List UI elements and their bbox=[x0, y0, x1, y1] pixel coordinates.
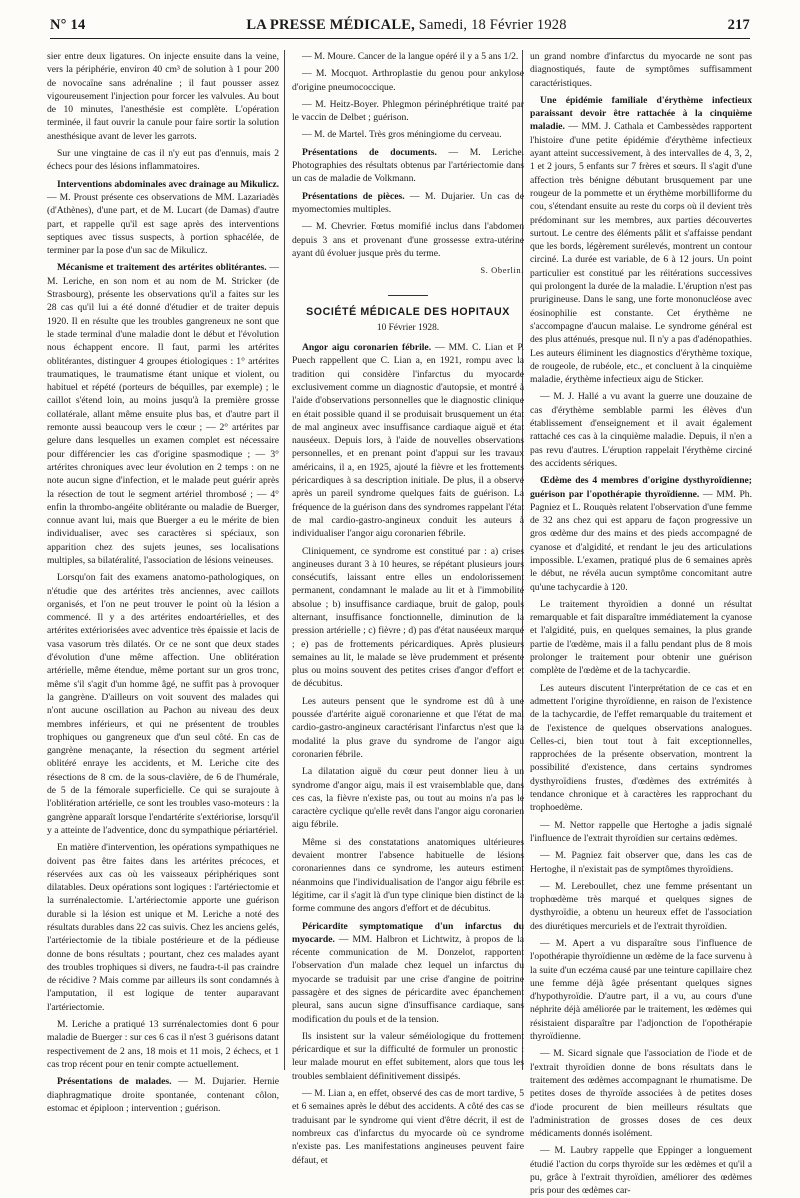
list-item: — M. Mocquot. Arthroplastie du genou pour ankylose d'origine pneumococcique. bbox=[292, 68, 524, 93]
paragraph: un grand nombre d'infarctus du myocarde ne sont pas diagnostiqués, faute de symptômes suffisamment caractéristiques. bbox=[530, 51, 752, 89]
column-left bbox=[47, 50, 279, 1114]
paragraph: Les auteurs pensent que le syndrome est dû à une poussée d'artérite aiguë coronarienne et que l'état de mal cardio-gastro-angineux caractérisant l'infarctus n'est que la modalité la plus grave du syndrome de l'angor aigu coronarien fébrile. bbox=[292, 695, 524, 760]
article bbox=[292, 341, 524, 540]
paragraph: Cliniquement, ce syndrome est constitué par : a) crises angineuses durant 3 à 10 heures, se répétant plusieurs jours consécutifs, laissant entre elles un endolorissement permanent, condamnant le malade au lit et à l'immobilité absolue ; b) insuffisance cardiaque, bruit de galop, pouls alternant, insuffisance fonctionnelle, diminution de la pression artérielle ; c) fièvre ; d) pas d'état nauséeux marqué ; e) pas de frottements péricardiques. Après plusieurs semaines au lit, le malade se lève prudemment et présente plus ou moins souvent des petites crises d'angor d'effort et de décubitus. bbox=[292, 545, 524, 690]
list-item: — M. de Martel. Très gros méningiome du cerveau. bbox=[302, 129, 502, 141]
paragraph: — M. Pagniez fait observer que, dans les cas de Hertoghe, il n'existait pas de symptômes thyroïdiens. bbox=[530, 850, 752, 875]
column-middle bbox=[292, 50, 524, 1166]
article-body: — MM. C. Lian et P. Puech rappellent que C. Lian a, en 1921, rompu avec la tradition qui considère l'infarctus du myocarde exclusivement comme un diagnostic d'autopsie, et montré à l'aide d'observations personnelles que le diagnostic clinique en était possible quand il se produisait brusquement un état de mal angineux avec insuffisance cardiaque aiguë et état nauséeux. Depuis lors, à l'aide de nouvelles observations personnelles, et en prenant point d'appui sur les travaux américains, il a, en 1925, ajouté la fièvre et les frottements péricardiques à sa description initiale. De plus, il a observé après un pareil syndrome quelques faits de guérison. La fréquence de la guérison dans des syndromes rappelant l'état de mal cardio-gastro-angineux conduit les auteurs à individualiser l'angor aigu coronarien fébrile. bbox=[292, 342, 524, 540]
article bbox=[47, 178, 279, 258]
paragraph: — M. Laubry rappelle que Eppinger a longuement étudié l'action du corps thyroïde sur les œdèmes et qu'il a pu, grâce à l'extrait thyroïdien, améliorer des œdèmes pris pour des œdèmes car- bbox=[530, 1145, 752, 1197]
article bbox=[47, 1075, 279, 1115]
article-heading: Présentations de pièces. bbox=[302, 190, 405, 202]
paragraph: La dilatation aiguë du cœur peut donner lieu à un syndrome d'angor aigu, mais il est vraisemblable que, dans ces cas, la fièvre n'existe pas, ou tout au moins n'a pas le caractère cyclique qu'elle revêt dans l'angor aigu coronarien aigu fébrile. bbox=[292, 766, 524, 831]
column-divider bbox=[284, 50, 285, 1070]
paragraph: — M. Lian a, en effet, observé des cas de mort tardive, 5 et 6 semaines après le début des accidents. A côté des cas se traduisant par le syndrome qui vient d'être décrit, il est de nombreux cas d'infarctus du myocarde où ce syndrome n'existe pas. Les manifestations angineuses peuvent faire défaut, et bbox=[292, 1088, 524, 1166]
list-item: — M. Chevrier. Fœtus momifié inclus dans l'abdomen depuis 3 ans et provenant d'une grossesse extra-utérine ayant dû évoluer jusque près du terme. bbox=[292, 221, 524, 259]
paragraph: Les auteurs discutent l'interprétation de ce cas et en admettent l'origine thyroïdienne, en raison de l'existence de la tachycardie, de l'effet remarquable du traitement et de l'existence de quelques observations analogues. Celles-ci, bien tout tout à fait exceptionnelles, rapprochées de la présente observation, montrent la possibilité d'existence, dans certains syndromes dysthyroïdiens frustes, d'œdèmes des extrémités à tendance chronique et à caractères les rapprochant du trophoedème. bbox=[530, 682, 752, 814]
article-body: — MM. Halbron et Lichtwitz, à propos de la récente communication de M. Donzelot, rapportent l'observation d'un malade chez lequel un infarctus du myocarde se traduisit par une crise d'angine de poitrine passagère et des signes de péricardite avec épanchement pleural, sans aucun signe d'insuffisance cardiaque, sans modification du pouls et de la tension. bbox=[292, 933, 524, 1025]
paragraph: — M. Lereboullet, chez une femme présentant un trophœdème très marqué et quelques signes de dysthyroïdie, a obtenu un heureux effet de l'association des diurétiques mercuriels et de l'extrait thyroïdien. bbox=[530, 880, 752, 932]
article-heading: Interventions abdominales avec drainage au Mikulicz. bbox=[57, 178, 279, 190]
article-heading: Présentations de documents. bbox=[302, 146, 437, 158]
section-title: SOCIÉTÉ MÉDICALE DES HOPITAUX bbox=[306, 306, 510, 319]
paragraph: Sur une vingtaine de cas il n'y eut pas d'ennuis, mais 2 échecs pour des lésions inflammatoires. bbox=[47, 148, 279, 173]
paragraph: — M. J. Hallé a vu avant la guerre une douzaine de cas d'érythème semblable parmi les élèves d'un établissement d'enseignement et il avait également rattaché ces cas à la cinquième maladie. Depuis, il n'en a pas revu d'autres. L'éruption rappelait l'érythème circiné des accidents sériques. bbox=[530, 391, 752, 469]
page-number: 217 bbox=[727, 17, 750, 33]
article-body: — M. Dujarier. Hernie diaphragmatique droite spontanée, contenant côlon, estomac et épiploon ; intervention ; guérison. bbox=[47, 1076, 279, 1114]
issue-number: N° 14 bbox=[50, 17, 86, 33]
article bbox=[530, 474, 752, 594]
article bbox=[292, 190, 524, 217]
article-heading: Présentations de malades. bbox=[57, 1076, 172, 1088]
journal-title bbox=[246, 17, 566, 34]
article-body: — M. Leriche. Photographies des résultats obtenus par l'artériectomie dans un cas de maladie de Volkmann. bbox=[292, 146, 524, 185]
article bbox=[530, 94, 752, 387]
paragraph: Même si des constatations anatomiques ultérieures devaient montrer l'absence habituelle de lésions coronariennes dans ce syndrome, les auteurs estiment néanmoins que l'individualisation de l'angor aigu fébrile est légitime, car il s'agit là d'un type clinique bien distinct de la forme commune des angors d'effort et de décubitus. bbox=[292, 836, 524, 915]
article-body: — M. Dujarier. Un cas de myomectomies multiples. bbox=[292, 190, 524, 215]
list-item: — M. Moure. Cancer de la langue opéré il y a 5 ans 1/2. bbox=[302, 51, 519, 62]
paragraph: Le traitement thyroïdien a donné un résultat remarquable et fait disparaître immédiatement la cyanose et l'algidité, puis, en quelques semaines, la plus grande partie de l'œdème, mais il a fallu pendant plus de 8 mois prolonger le traitement pour obtenir une guérison complète de l'œdème et de la tachycardie. bbox=[530, 598, 752, 677]
journal-name: LA PRESSE MÉDICALE, bbox=[246, 17, 415, 33]
paragraph: En matière d'intervention, les opérations sympathiques ne doivent pas être faites dans les artérites précoces, et réservées aux cas où les vaisseaux périphériques sont dilatables. Deux opérations sont logiques : l'artériectomie et la surrénalectomie. L'artériectomie apporte une guérison durable si la lésion est unique et M. Leriche a noté des résultats durables dans 22 cas suivis. Chez les anciens gelés, l'artériectomie de la tibiale postérieure et de la pédieuse donne de bons résultats ; pourtant, chez ces malades ayant des troubles trophiques si divers, ne faudra-t-il pas craindre de récidive ? Mais comme par ailleurs ils sont condamnés à l'amputation, il est logique de tenter auparavant l'artériectomie. bbox=[47, 842, 279, 1013]
article-heading: Péricardite symptomatique d'un infarctus du myocarde. bbox=[292, 920, 524, 945]
article-heading: Mécanisme et traitement des artérites oblitérantes. bbox=[57, 262, 267, 274]
column-right bbox=[530, 50, 753, 1197]
paragraph: sier entre deux ligatures. On injecte ensuite dans la veine, vers la périphérie, environ 40 cm³ de solution à 1 pour 200 de novocaïne sans adrénaline ; il faut pousser assez vigoureusement l'injection pour forcer les valvules. Au bout de 10 minutes, l'anesthésie est complète. L'opération terminée, il faut ouvrir la canule pour faire sortir la solution anesthésique avant de lever les garrots. bbox=[47, 51, 279, 142]
author-signature: S. Oberlin. bbox=[480, 265, 524, 276]
article-body: — MM. J. Cathala et Cambessèdes rapportent l'histoire d'une petite épidémie d'érythème infectieux ayant atteint successivement, à des intervalles de 4, 3, 2, 1 et 2 jours, 5 enfants sur 7 frères et sœurs. Il s'agit d'une affection très bénigne débutant brusquement par une rougeur de la pommette et un érythème morbilliforme du cou, s'étendant ensuite au reste du corps où il devient très prédominant sur les membres, aux parties découvertes surtout. Le centre des éléments pâlit et s'affaisse pendant que les bords, légèrement surélevés, montrent un contour circiné. La durée est variable, de 6 à 12 jours. Un point particulier est constitué par les réitérations successives qui prolongent la durée de la maladie. L'éruption n'est pas prurigineuse. Dans le sang, une forte mononucléose avec éosinophilie est constante. Cet érythème ne s'accompagne d'aucun malaise. Le syndrome général est des plus atténués, presque nul. Il n'y a pas d'adénopathies. Les auteurs éliminent les diagnostics d'érythème toxique, de rougeole, de rubéole, etc., et concluent à la cinquième maladie, érythème infectieux aigu de Sticker. bbox=[530, 121, 752, 386]
issue-date: Samedi, 18 Février 1928 bbox=[414, 17, 567, 33]
article bbox=[292, 920, 524, 1026]
article-body: — M. Leriche, en son nom et au nom de M. Stricker (de Strasbourg), présente les observations qu'il a faites sur les 28 cas qu'il lui a été donné d'étudier et de traiter depuis 1920. Il en résulte que les troubles gangreneux ne sont que le stade terminal d'une maladie dont le début et l'évolution nous échappent encore. Il faut, parmi les artérites oblitérantes, distinguer 4 groupes étiologiques : 1° artérites traumatiques, le traumatisme étant unique et violent, ou habituel et répété (porteurs de béquilles, par exemple) ; le caillot s'étend loin, au moins jusqu'à la première grosse collatérale, allant même ensuite plus bas, et d'autre part il remonte aussi beaucoup vers le cœur ; — 2° artérites par gelure dans lesquelles un examen complet est nécessaire pour différencier les cas d'origine spasmodique ; — 3° artérites chroniques avec leur évolution en 2 temps : on ne note aucun signe d'infection, et le malade peut guérir après la résection de tout le segment artériel thrombosé ; — 4° enfin la thrombo-angéite oblitérante ou maladie de Buerger, connue avant lui, mais que Buerger a eu le mérite de bien individualiser, avec ses caractères si spéciaux, son apparition chez des sujets jeunes, ses localisations multiples, sa bilatéralité, l'association de lésions veineuses. bbox=[47, 262, 279, 566]
article bbox=[292, 146, 524, 186]
header-rule bbox=[50, 38, 750, 39]
paragraph: — M. Nettor rappelle que Hertoghe a jadis signalé l'influence de l'extrait thyroïdien sur certains œdèmes. bbox=[530, 819, 752, 844]
paragraph: — M. Sicard signale que l'association de l'iode et de l'extrait thyroïdien donne de bons résultats dans le traitement des œdèmes accompagnant le rhumatisme. De petites doses de thyroïde associées à de petites doses d'iode procurent de bien meilleurs résultats que l'administration de grosses doses de ces deux médicaments donnés isolément. bbox=[530, 1048, 752, 1140]
article-heading: Une épidémie familiale d'érythème infectieux paraissant devoir être rattachée à la cinquième maladie. bbox=[530, 94, 752, 133]
paragraph: Lorsqu'on fait des examens anatomo-pathologiques, on n'étudie que des artérites très anciennes, avec caillots organisés, et l'on ne peut trouver le point où la lésion a commencé. Il y a des artérites endoartérielles, et des artérites extériorisées avec adventice très épaissie et lacis de vasa vasorum très dilatés. Or ce ne sont que deux stades d'évolution d'une même affection. Une oblitération artérielle, même étendue, même portant sur un gros tronc, même s'il s'agit d'un homme âgé, ne suffit pas à provoquer la gangrène. D'ailleurs on voit souvent des malades qui n'ont aucune oscillation au Pachon au niveau des deux membres inférieurs, et qui ne présentent de troubles trophiques ou gangreneux que d'un seul côté. En cas de gangrène menaçante, la résection du segment artériel oblitéré enraye les accidents, et M. Leriche cite des résections de 8 cm. de la sous-clavière, de 6 de l'humérale, de 5 de la fémorale superficielle. Ce qui se surajoute à l'oblitération artérielle, ce sont les troubles vaso-moteurs : la gangrène apparaît lorsque l'endartérite s'extériorise, lorsqu'il y a atteinte de l'adventice, donc du sympathique périartériel. bbox=[47, 572, 279, 836]
section-divider bbox=[388, 295, 428, 296]
paragraph: Ils insistent sur la valeur séméiologique du frottement péricardique et sur la difficulté de formuler un pronostic : leur malade mourut en effet subitement, alors que tous les troubles semblaient définitivement dissipés. bbox=[292, 1030, 524, 1082]
page-header bbox=[50, 17, 750, 35]
article-body: — M. Proust présente ces observations de MM. Lazariadès (d'Athènes), d'une part, et de M. Lucart (de Damas) d'autre part, et rappelle qu'il est sage après des interventions septiques avec tissus suspects, à portion sphacélée, de terminer par la pose d'un sac de Mikulicz. bbox=[47, 191, 279, 257]
paragraph: — M. Apert a vu disparaître sous l'influence de l'opothérapie thyroïdienne un œdème de la face survenu à la suite d'un eczéma causé par une teinture capillaire chez une femme déjà âgée présentant quelques signes d'hypothyroïdie. D'autre part, il a vu, au cours d'une néphrite déjà améliorée par le traitement, les œdèmes qui résistaient disparaître par l'adjonction de l'opothérapie thyroïdienne. bbox=[530, 938, 752, 1043]
article-heading: Œdème des 4 membres d'origine dysthyroïdienne; guérison par l'opothérapie thyroïdienne. bbox=[530, 475, 752, 500]
article-heading: Angor aigu coronarien fébrile. bbox=[302, 342, 432, 354]
article-body: — MM. Ph. Pagniez et L. Rouquès relatent l'observation d'une femme de 32 ans chez qui est apparu de façon progressive un gros œdème dur des mains et des pieds accompagné de cyanose et d'algidité, et rendant le jeu des articulations impossible. L'examen, pratiqué plus de 6 semaines après le début, ne révéla aucun symptôme concomitant autre qu'une tachycardie à 120. bbox=[530, 488, 753, 593]
paragraph: M. Leriche a pratiqué 13 surrénalectomies dont 6 pour maladie de Buerger : sur ces 6 cas il n'est 3 guérisons datant respectivement de 2 ans, 18 mois et 11 mois, 2 échecs, et 1 cas trop récent pour en tenir compte actuellement. bbox=[47, 1019, 279, 1070]
article bbox=[47, 261, 279, 567]
list-item: — M. Heitz-Boyer. Phlegmon périnéphrétique traité par le vaccin de Delbet ; guérison. bbox=[292, 98, 524, 124]
section-date: 10 Février 1928. bbox=[376, 322, 440, 333]
